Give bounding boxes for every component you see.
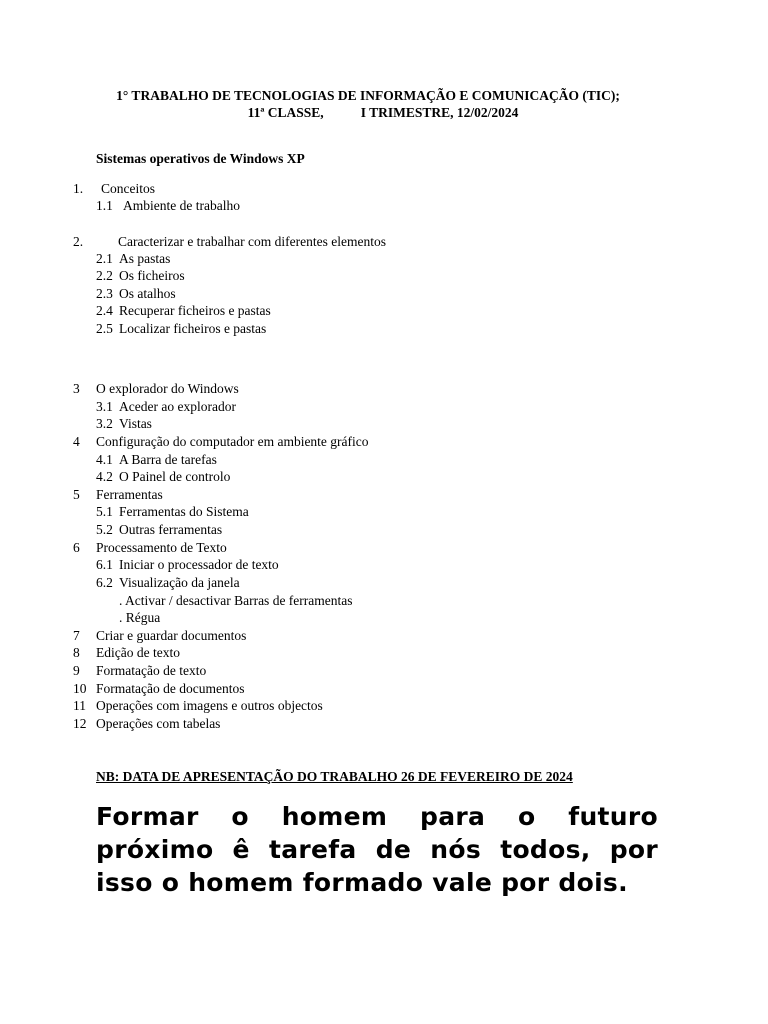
list-item-text: Criar e guardar documentos <box>96 628 247 643</box>
list-item-number: 2.5 <box>96 321 113 336</box>
list-item-text: Caracterizar e trabalhar com diferentes elementos <box>118 234 386 249</box>
list-item-text: Operações com imagens e outros objectos <box>96 698 323 713</box>
list-item-number: 10 <box>73 681 87 696</box>
document-subtitle: 11ª CLASSE, I TRIMESTRE, 12/02/2024 <box>247 105 519 120</box>
list-item-number: 5.2 <box>96 522 113 537</box>
list-item-number: 2.2 <box>96 268 113 283</box>
list-item-text: Vistas <box>119 416 152 431</box>
list-item-text: O explorador do Windows <box>96 381 239 396</box>
motto-text: Formar o homem para o futuro próximo ê tarefa de nós todos, por isso o homem formado vale por dois. <box>96 802 658 897</box>
list-item-text: Processamento de Texto <box>96 540 227 555</box>
list-item-number: 5.1 <box>96 504 113 519</box>
list-item-text: Recuperar ficheiros e pastas <box>119 303 271 318</box>
list-item-number: 7 <box>73 628 80 643</box>
list-item-text: Outras ferramentas <box>119 522 223 537</box>
list-item-text: Ferramentas <box>96 487 163 502</box>
list-item-number: 1.1 <box>96 198 113 213</box>
list-item-text: . Régua <box>119 610 161 625</box>
list-item-text: Os ficheiros <box>119 268 185 283</box>
list-item-text: Formatação de documentos <box>96 681 245 696</box>
section-title: Sistemas operativos de Windows XP <box>96 151 305 166</box>
list-item-text: Edição de texto <box>96 645 180 660</box>
list-item-number: 2.4 <box>96 303 113 318</box>
document-title: 1° TRABALHO DE TECNOLOGIAS DE INFORMAÇÃO E COMUNICAÇÃO (TIC); <box>116 88 620 103</box>
list-item-number: 3 <box>73 381 80 396</box>
list-item-text: Ambiente de trabalho <box>123 198 240 213</box>
list-item-number: 11 <box>73 698 86 713</box>
list-item-text: Conceitos <box>101 181 155 196</box>
list-item-number: 8 <box>73 645 80 660</box>
presentation-date-note: NB: DATA DE APRESENTAÇÃO DO TRABALHO 26 DE FEVEREIRO DE 2024 <box>96 769 573 784</box>
list-item-text: As pastas <box>119 251 171 266</box>
list-item-text: A Barra de tarefas <box>119 452 217 467</box>
list-item-number: 3.2 <box>96 416 113 431</box>
list-item-number: 6 <box>73 540 80 555</box>
list-item-number: 4.2 <box>96 469 113 484</box>
list-item-text: Operações com tabelas <box>96 716 221 731</box>
list-item-text: Aceder ao explorador <box>119 399 236 414</box>
list-item-number: 5 <box>73 487 80 502</box>
list-item-number: 12 <box>73 716 87 731</box>
list-item-number: 2.1 <box>96 251 113 266</box>
list-item-number: 6.2 <box>96 575 113 590</box>
list-item-text: Os atalhos <box>119 286 176 301</box>
list-item-text: Ferramentas do Sistema <box>119 504 249 519</box>
list-item-text: Iniciar o processador de texto <box>119 557 279 572</box>
list-item-text: Visualização da janela <box>119 575 240 590</box>
list-item-number: 4 <box>73 434 80 449</box>
list-item-number: 6.1 <box>96 557 113 572</box>
list-item-text: Localizar ficheiros e pastas <box>119 321 267 336</box>
list-item-number: 9 <box>73 663 80 678</box>
list-item-text: Formatação de texto <box>96 663 207 678</box>
list-item-text: Configuração do computador em ambiente gráfico <box>96 434 369 449</box>
list-item-text: . Activar / desactivar Barras de ferramentas <box>119 593 353 608</box>
list-item-number: 2. <box>73 234 84 249</box>
list-item-number: 4.1 <box>96 452 113 467</box>
list-item-number: 3.1 <box>96 399 113 414</box>
list-item-number: 2.3 <box>96 286 113 301</box>
list-item-number: 1. <box>73 181 84 196</box>
list-item-text: O Painel de controlo <box>119 469 231 484</box>
